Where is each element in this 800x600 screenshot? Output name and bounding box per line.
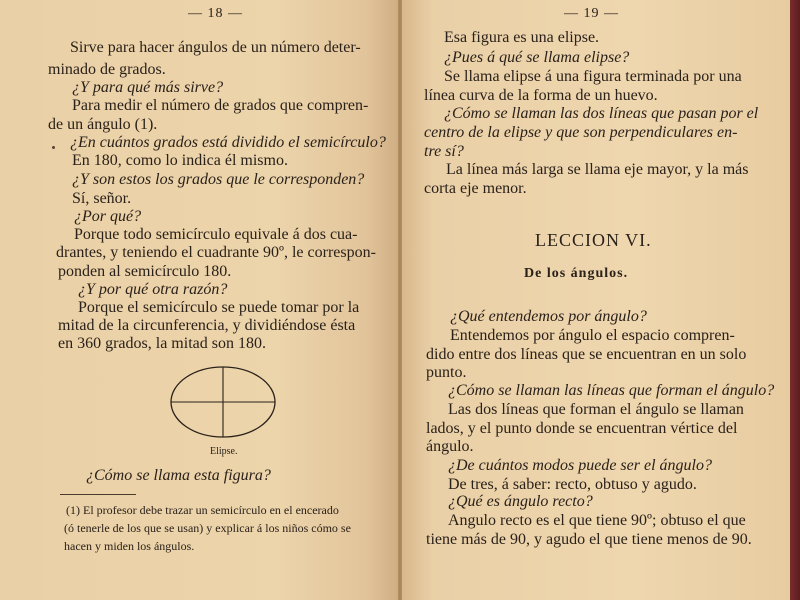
text-line: corta eje menor.: [424, 180, 527, 197]
question-line: ¿Cómo se llama esta figura?: [86, 467, 271, 484]
text-line: La línea más larga se llama eje mayor, y la más: [446, 161, 749, 178]
question-line: ¿En cuántos grados está dividido el semicírculo?: [70, 134, 386, 151]
ellipse-figure: [168, 364, 278, 440]
text-line: ángulo.: [426, 438, 474, 455]
text-line: ponden al semicírculo 180.: [58, 263, 232, 280]
text-line: De tres, á saber: recto, obtuso y agudo.: [448, 476, 697, 493]
text-line: de un ángulo (1).: [48, 116, 158, 133]
footnote-line: (1) El profesor debe trazar un semicírculo en el encerado: [66, 503, 339, 517]
text-line: minado de grados.: [48, 61, 166, 78]
page-number-right: — 19 —: [564, 6, 619, 21]
text-line: en 360 grados, la mitad son 180.: [58, 335, 266, 352]
question-line: ¿Y para qué más sirve?: [72, 79, 224, 96]
text-line: punto.: [426, 364, 467, 381]
text-line: Porque el semicírculo se puede tomar por la: [78, 299, 360, 316]
question-line: tre sí?: [424, 143, 464, 160]
left-page: [0, 0, 398, 600]
text-line: Porque todo semicírculo equivale á dos cua-: [74, 226, 358, 243]
text-line: tiene más de 90, y agudo el que tiene menos de 90.: [426, 531, 752, 548]
question-line: ¿Qué entendemos por ángulo?: [450, 308, 647, 325]
question-line: ¿Pues á qué se llama elipse?: [444, 49, 630, 66]
text-line: línea curva de la forma de un huevo.: [424, 87, 658, 104]
text-line: Las dos líneas que forman el ángulo se llaman: [448, 401, 744, 418]
question-line: ¿Cómo se llaman las líneas que forman el ángulo?: [448, 382, 775, 399]
footnote-line: hacen y miden los ángulos.: [64, 539, 195, 553]
lesson-title: LECCION VI.: [535, 230, 652, 250]
text-line: Angulo recto es el que tiene 90º; obtuso el que: [448, 512, 746, 529]
question-line: ¿Por qué?: [74, 208, 142, 225]
right-page: [402, 0, 790, 600]
footnote-line: (ó tenerle de los que se usan) y explicar á los niños cómo se: [64, 521, 351, 535]
text-line: lados, y el punto donde se encuentran vértice del: [426, 420, 738, 437]
lesson-subtitle: De los ángulos.: [524, 266, 629, 281]
book-edge: [790, 0, 800, 600]
figure-caption: Elipse.: [210, 446, 238, 457]
text-line: En 180, como lo indica él mismo.: [72, 152, 288, 169]
footnote-rule: [60, 494, 136, 495]
question-line: ¿Y por qué otra razón?: [78, 281, 228, 298]
ink-spot: [52, 146, 55, 149]
question-line: ¿De cuántos modos puede ser el ángulo?: [448, 457, 712, 474]
text-line: Para medir el número de grados que compren-: [72, 97, 369, 114]
text-line: Esa figura es una elipse.: [444, 29, 600, 46]
text-line: drantes, y teniendo el cuadrante 90º, le correspon-: [56, 244, 376, 261]
question-line: ¿Y son estos los grados que le corresponden?: [72, 171, 365, 188]
text-line: mitad de la circunferencia, y dividiéndose ésta: [58, 317, 356, 334]
text-line: dido entre dos líneas que se encuentran en un solo: [426, 346, 747, 363]
text-line: Sirve para hacer ángulos de un número deter-: [70, 39, 361, 56]
question-line: ¿Cómo se llaman las dos líneas que pasan por el: [444, 105, 759, 122]
text-line: Se llama elipse á una figura terminada por una: [444, 68, 742, 85]
text-line: Sí, señor.: [72, 190, 132, 207]
question-line: ¿Qué es ángulo recto?: [448, 493, 593, 510]
text-line: Entendemos por ángulo el espacio compren-: [450, 327, 735, 344]
question-line: centro de la elipse y que son perpendiculares en-: [424, 124, 738, 141]
page-number-left: — 18 —: [188, 6, 243, 21]
